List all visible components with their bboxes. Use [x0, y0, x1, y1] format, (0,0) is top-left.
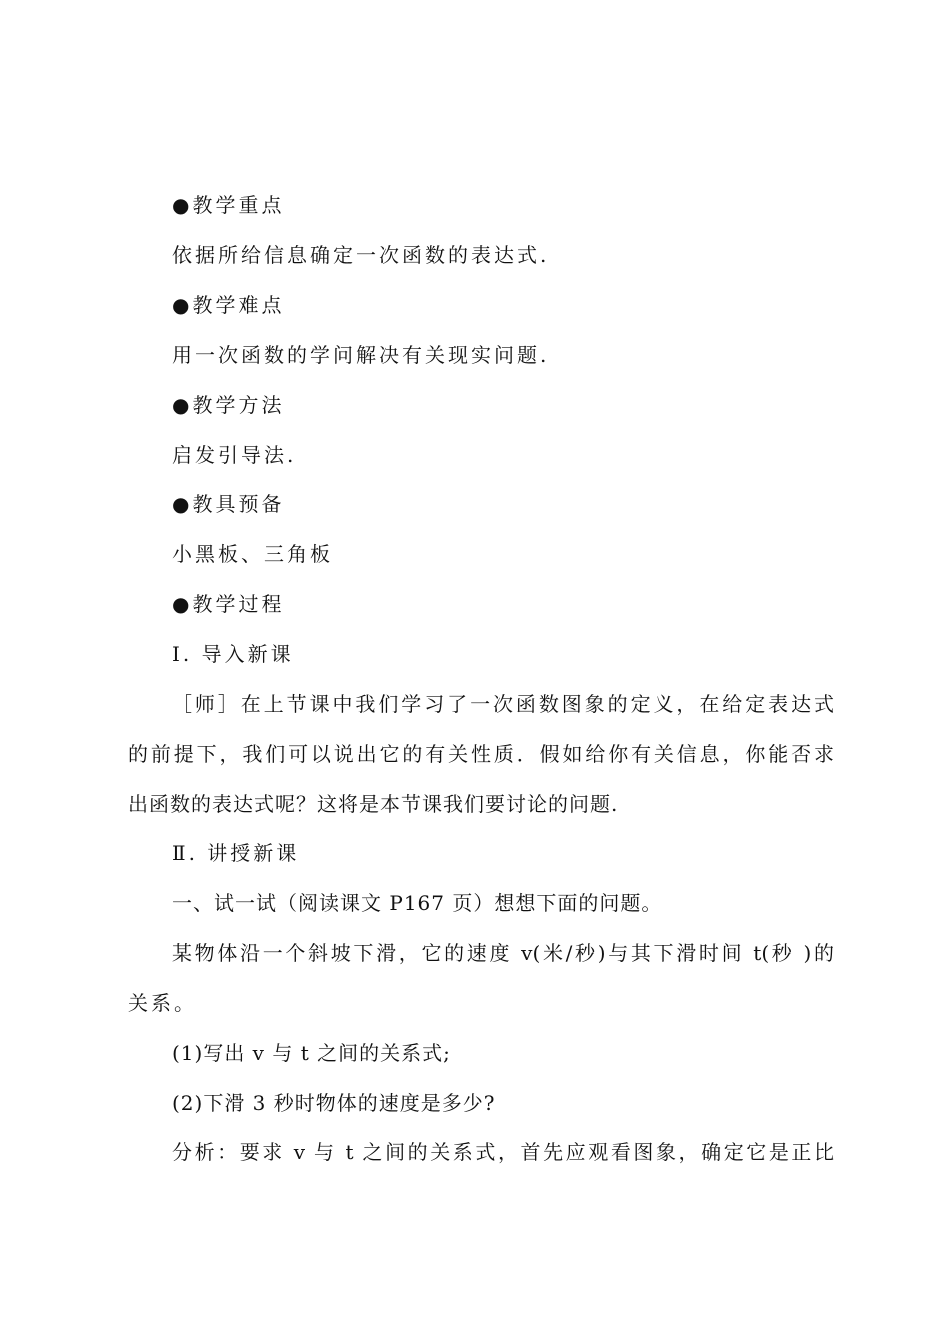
tools-heading: ●教具预备 — [172, 492, 285, 516]
method-text: 启发引导法. — [172, 443, 297, 467]
analysis-line: 分析：要求 v 与 t 之间的关系式，首先应观看图象，确定它是正比 — [172, 1140, 834, 1164]
key-points-heading: ●教学重点 — [172, 193, 285, 217]
question-1: (1)写出 v 与 t 之间的关系式; — [172, 1041, 451, 1065]
problem-line-1: 某物体沿一个斜坡下滑，它的速度 v(米/秒)与其下滑时间 t(秒 )的 — [172, 941, 834, 965]
difficulty-text: 用一次函数的学问解决有关现实问题. — [172, 343, 550, 367]
method-heading: ●教学方法 — [172, 393, 285, 417]
try-line: 一、试一试（阅读课文 P167 页）想想下面的问题。 — [172, 891, 663, 915]
part1-heading: Ⅰ. 导入新课 — [172, 642, 294, 666]
tools-text: 小黑板、三角板 — [172, 542, 333, 566]
process-heading: ●教学过程 — [172, 592, 285, 616]
teacher-line-2: 的前提下，我们可以说出它的有关性质．假如给你有关信息，你能否求 — [128, 742, 834, 766]
problem-line-2: 关系。 — [128, 991, 197, 1015]
part2-heading: Ⅱ. 讲授新课 — [172, 841, 300, 865]
teacher-line-3: 出函数的表达式呢？这将是本节课我们要讨论的问题. — [128, 792, 619, 816]
difficulty-heading: ●教学难点 — [172, 293, 285, 317]
teacher-line-1: ［师］在上节课中我们学习了一次函数图象的定义，在给定表达式 — [172, 692, 834, 716]
key-points-text: 依据所给信息确定一次函数的表达式. — [172, 243, 550, 267]
question-2: (2)下滑 3 秒时物体的速度是多少? — [172, 1091, 496, 1115]
